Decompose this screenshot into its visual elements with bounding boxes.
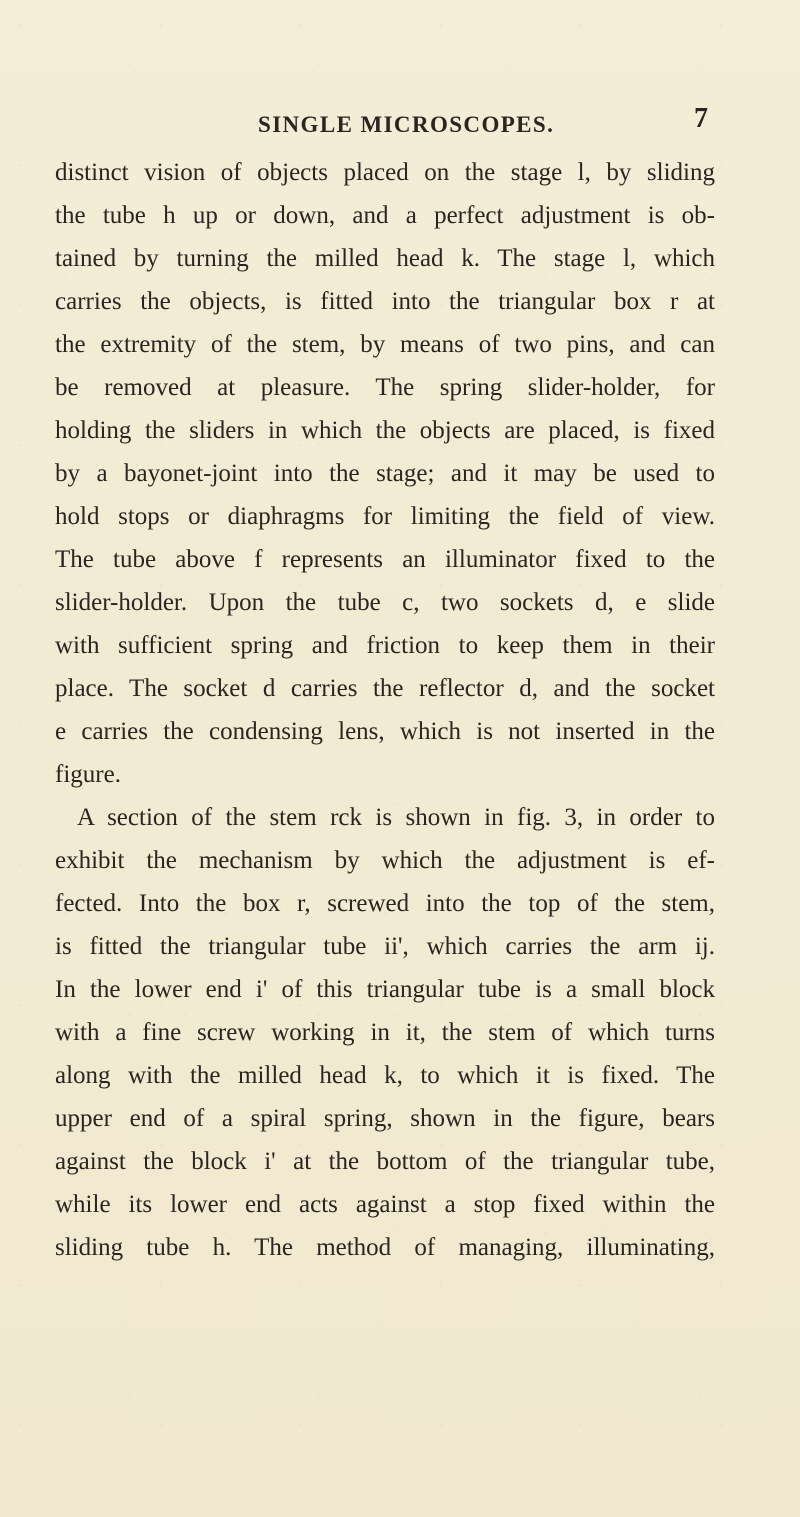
text-line: is fitted the triangular tube ii', which carries the arm ij. <box>55 933 715 960</box>
text-line: fected. Into the box r, screwed into the top of the stem, <box>55 890 715 917</box>
text-line: hold stops or diaphragms for limiting the field of view. <box>55 503 715 530</box>
page-header <box>0 103 800 140</box>
text-line: be removed at pleasure. The spring slider-holder, for <box>55 374 715 401</box>
text-line: tained by turning the milled head k. The stage l, which <box>55 245 715 272</box>
text-line: exhibit the mechanism by which the adjustment is ef- <box>55 847 715 874</box>
text-line: A section of the stem rck is shown in fig. 3, in order to <box>77 804 715 831</box>
running-head: SINGLE MICROSCOPES. <box>258 112 555 137</box>
text-line: carries the objects, is fitted into the triangular box r at <box>55 288 715 315</box>
text-line: the extremity of the stem, by means of two pins, and can <box>55 331 715 358</box>
page-number: 7 <box>694 103 708 134</box>
text-line: upper end of a spiral spring, shown in the figure, bears <box>55 1105 715 1132</box>
text-line: while its lower end acts against a stop fixed within the <box>55 1191 715 1218</box>
body-text <box>55 151 715 1269</box>
text-line: holding the sliders in which the objects are placed, is fixed <box>55 417 715 444</box>
text-line: the tube h up or down, and a perfect adjustment is ob- <box>55 202 715 229</box>
text-line: In the lower end i' of this triangular tube is a small block <box>55 976 715 1003</box>
text-line: with a fine screw working in it, the stem of which turns <box>55 1019 715 1046</box>
text-line: along with the milled head k, to which it is fixed. The <box>55 1062 715 1089</box>
text-line: against the block i' at the bottom of the triangular tube, <box>55 1148 715 1175</box>
text-line: distinct vision of objects placed on the stage l, by sliding <box>55 159 715 186</box>
text-line: slider-holder. Upon the tube c, two sockets d, e slide <box>55 589 715 616</box>
text-line: sliding tube h. The method of managing, illuminating, <box>55 1234 715 1261</box>
text-line: place. The socket d carries the reflector d, and the socket <box>55 675 715 702</box>
text-line: with sufficient spring and friction to keep them in their <box>55 632 715 659</box>
text-line: e carries the condensing lens, which is not inserted in the <box>55 718 715 745</box>
text-line: by a bayonet-joint into the stage; and it may be used to <box>55 460 715 487</box>
text-line: The tube above f represents an illuminator fixed to the <box>55 546 715 573</box>
text-line: figure. <box>55 761 121 788</box>
